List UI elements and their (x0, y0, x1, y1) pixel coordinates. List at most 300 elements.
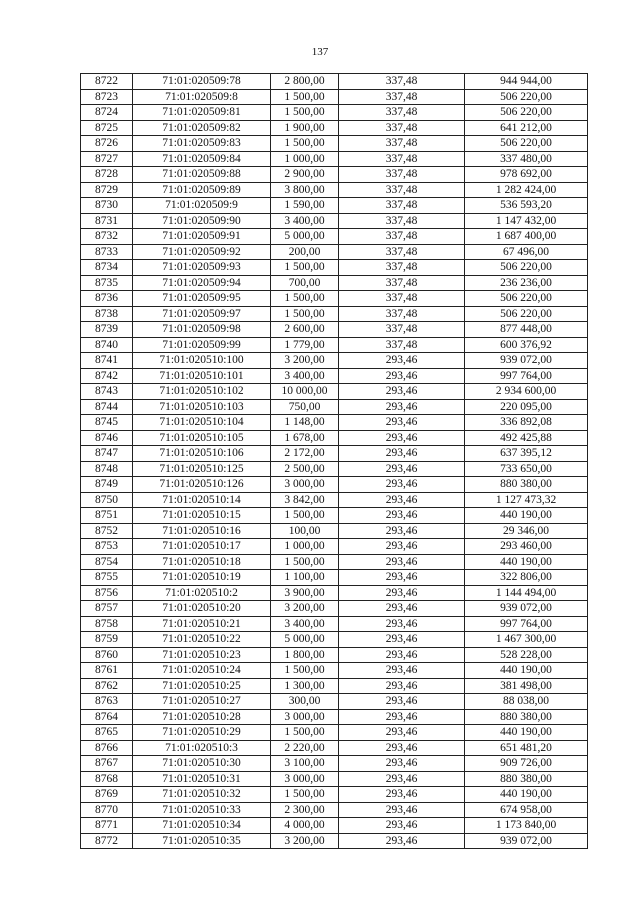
area-cell: 3 842,00 (271, 492, 339, 508)
specific-value-cell: 293,46 (339, 415, 465, 431)
area-cell: 1 500,00 (271, 554, 339, 570)
area-cell: 3 200,00 (271, 353, 339, 369)
cadastral-number-cell: 71:01:020509:97 (133, 306, 271, 322)
cadastral-value-cell: 1 173 840,00 (465, 818, 588, 834)
cadastral-value-cell: 506 220,00 (465, 260, 588, 276)
row-number-cell: 8730 (81, 198, 133, 214)
specific-value-cell: 337,48 (339, 260, 465, 276)
row-number-cell: 8747 (81, 446, 133, 462)
row-number-cell: 8735 (81, 275, 133, 291)
cadastral-value-cell: 997 764,00 (465, 616, 588, 632)
specific-value-cell: 293,46 (339, 461, 465, 477)
area-cell: 3 200,00 (271, 833, 339, 849)
area-cell: 700,00 (271, 275, 339, 291)
table-row (81, 167, 588, 183)
table-row (81, 430, 588, 446)
row-number-cell: 8756 (81, 585, 133, 601)
cadastral-value-cell: 440 190,00 (465, 554, 588, 570)
specific-value-cell: 337,48 (339, 198, 465, 214)
row-number-cell: 8762 (81, 678, 133, 694)
row-number-cell: 8764 (81, 709, 133, 725)
specific-value-cell: 293,46 (339, 508, 465, 524)
table-row (81, 213, 588, 229)
area-cell: 5 000,00 (271, 632, 339, 648)
table-row (81, 384, 588, 400)
cadastral-value-cell: 322 806,00 (465, 570, 588, 586)
area-cell: 3 000,00 (271, 477, 339, 493)
table-body (81, 74, 588, 849)
row-number-cell: 8738 (81, 306, 133, 322)
cadastral-value-cell: 492 425,88 (465, 430, 588, 446)
area-cell: 1 678,00 (271, 430, 339, 446)
cadastral-value-cell: 944 944,00 (465, 74, 588, 90)
cadastral-value-cell: 506 220,00 (465, 136, 588, 152)
area-cell: 3 400,00 (271, 368, 339, 384)
row-number-cell: 8726 (81, 136, 133, 152)
table-row (81, 415, 588, 431)
area-cell: 2 500,00 (271, 461, 339, 477)
specific-value-cell: 337,48 (339, 136, 465, 152)
specific-value-cell: 293,46 (339, 833, 465, 849)
row-number-cell: 8753 (81, 539, 133, 555)
cadastral-value-cell: 939 072,00 (465, 601, 588, 617)
cadastral-number-cell: 71:01:020510:22 (133, 632, 271, 648)
cadastral-number-cell: 71:01:020510:21 (133, 616, 271, 632)
cadastral-value-cell: 978 692,00 (465, 167, 588, 183)
cadastral-number-cell: 71:01:020510:30 (133, 756, 271, 772)
cadastral-value-cell: 440 190,00 (465, 508, 588, 524)
row-number-cell: 8749 (81, 477, 133, 493)
area-cell: 3 000,00 (271, 771, 339, 787)
table-row (81, 337, 588, 353)
cadastral-value-cell: 1 127 473,32 (465, 492, 588, 508)
table-row (81, 833, 588, 849)
cadastral-value-cell: 440 190,00 (465, 663, 588, 679)
cadastral-number-cell: 71:01:020509:91 (133, 229, 271, 245)
cadastral-value-cell: 733 650,00 (465, 461, 588, 477)
specific-value-cell: 293,46 (339, 523, 465, 539)
row-number-cell: 8770 (81, 802, 133, 818)
specific-value-cell: 337,48 (339, 151, 465, 167)
cadastral-value-cell: 506 220,00 (465, 291, 588, 307)
row-number-cell: 8728 (81, 167, 133, 183)
area-cell: 750,00 (271, 399, 339, 415)
table-row (81, 678, 588, 694)
row-number-cell: 8736 (81, 291, 133, 307)
cadastral-number-cell: 71:01:020509:84 (133, 151, 271, 167)
specific-value-cell: 337,48 (339, 275, 465, 291)
area-cell: 1 148,00 (271, 415, 339, 431)
cadastral-number-cell: 71:01:020510:15 (133, 508, 271, 524)
specific-value-cell: 293,46 (339, 709, 465, 725)
cadastral-value-cell: 506 220,00 (465, 105, 588, 121)
cadastral-number-cell: 71:01:020509:89 (133, 182, 271, 198)
row-number-cell: 8750 (81, 492, 133, 508)
cadastral-value-cell: 506 220,00 (465, 89, 588, 105)
cadastral-number-cell: 71:01:020509:83 (133, 136, 271, 152)
area-cell: 200,00 (271, 244, 339, 260)
row-number-cell: 8744 (81, 399, 133, 415)
area-cell: 1 779,00 (271, 337, 339, 353)
area-cell: 3 400,00 (271, 213, 339, 229)
area-cell: 1 900,00 (271, 120, 339, 136)
specific-value-cell: 293,46 (339, 802, 465, 818)
cadastral-number-cell: 71:01:020510:3 (133, 740, 271, 756)
cadastral-value-cell: 939 072,00 (465, 833, 588, 849)
specific-value-cell: 293,46 (339, 771, 465, 787)
row-number-cell: 8771 (81, 818, 133, 834)
cadastral-number-cell: 71:01:020509:93 (133, 260, 271, 276)
cadastral-value-cell: 2 934 600,00 (465, 384, 588, 400)
table-row (81, 229, 588, 245)
area-cell: 300,00 (271, 694, 339, 710)
cadastral-number-cell: 71:01:020510:101 (133, 368, 271, 384)
cadastral-number-cell: 71:01:020510:29 (133, 725, 271, 741)
table-row (81, 554, 588, 570)
table-row (81, 260, 588, 276)
cadastral-value-cell: 641 212,00 (465, 120, 588, 136)
specific-value-cell: 337,48 (339, 89, 465, 105)
specific-value-cell: 293,46 (339, 554, 465, 570)
table-row (81, 539, 588, 555)
cadastral-number-cell: 71:01:020509:99 (133, 337, 271, 353)
cadastral-value-cell: 29 346,00 (465, 523, 588, 539)
table-row (81, 198, 588, 214)
specific-value-cell: 293,46 (339, 725, 465, 741)
area-cell: 3 200,00 (271, 601, 339, 617)
table-row (81, 306, 588, 322)
cadastral-value-cell: 236 236,00 (465, 275, 588, 291)
cadastral-number-cell: 71:01:020509:92 (133, 244, 271, 260)
specific-value-cell: 293,46 (339, 694, 465, 710)
cadastral-number-cell: 71:01:020509:9 (133, 198, 271, 214)
cadastral-value-cell: 536 593,20 (465, 198, 588, 214)
table-row (81, 244, 588, 260)
row-number-cell: 8757 (81, 601, 133, 617)
row-number-cell: 8766 (81, 740, 133, 756)
specific-value-cell: 293,46 (339, 430, 465, 446)
cadastral-value-cell: 381 498,00 (465, 678, 588, 694)
row-number-cell: 8734 (81, 260, 133, 276)
row-number-cell: 8725 (81, 120, 133, 136)
table-row (81, 740, 588, 756)
row-number-cell: 8724 (81, 105, 133, 121)
area-cell: 3 900,00 (271, 585, 339, 601)
cadastral-number-cell: 71:01:020509:78 (133, 74, 271, 90)
area-cell: 3 800,00 (271, 182, 339, 198)
area-cell: 1 300,00 (271, 678, 339, 694)
row-number-cell: 8761 (81, 663, 133, 679)
specific-value-cell: 293,46 (339, 399, 465, 415)
cadastral-number-cell: 71:01:020509:82 (133, 120, 271, 136)
table-row (81, 771, 588, 787)
area-cell: 100,00 (271, 523, 339, 539)
cadastral-value-cell: 877 448,00 (465, 322, 588, 338)
specific-value-cell: 293,46 (339, 787, 465, 803)
specific-value-cell: 293,46 (339, 678, 465, 694)
specific-value-cell: 293,46 (339, 647, 465, 663)
table-row (81, 89, 588, 105)
table-row (81, 322, 588, 338)
cadastral-value-cell: 293 460,00 (465, 539, 588, 555)
area-cell: 1 000,00 (271, 539, 339, 555)
cadastral-number-cell: 71:01:020510:102 (133, 384, 271, 400)
cadastral-value-cell: 220 095,00 (465, 399, 588, 415)
table-row (81, 461, 588, 477)
row-number-cell: 8772 (81, 833, 133, 849)
table-row (81, 694, 588, 710)
cadastral-value-table (80, 73, 588, 849)
specific-value-cell: 293,46 (339, 756, 465, 772)
area-cell: 1 500,00 (271, 89, 339, 105)
cadastral-number-cell: 71:01:020510:14 (133, 492, 271, 508)
specific-value-cell: 293,46 (339, 384, 465, 400)
specific-value-cell: 337,48 (339, 182, 465, 198)
area-cell: 1 500,00 (271, 725, 339, 741)
area-cell: 2 800,00 (271, 74, 339, 90)
area-cell: 10 000,00 (271, 384, 339, 400)
table-row (81, 120, 588, 136)
cadastral-value-cell: 506 220,00 (465, 306, 588, 322)
row-number-cell: 8752 (81, 523, 133, 539)
cadastral-number-cell: 71:01:020510:33 (133, 802, 271, 818)
cadastral-number-cell: 71:01:020510:28 (133, 709, 271, 725)
cadastral-value-cell: 997 764,00 (465, 368, 588, 384)
cadastral-value-cell: 1 467 300,00 (465, 632, 588, 648)
cadastral-value-cell: 674 958,00 (465, 802, 588, 818)
cadastral-number-cell: 71:01:020509:8 (133, 89, 271, 105)
specific-value-cell: 337,48 (339, 167, 465, 183)
cadastral-value-cell: 880 380,00 (465, 477, 588, 493)
specific-value-cell: 293,46 (339, 477, 465, 493)
specific-value-cell: 337,48 (339, 213, 465, 229)
cadastral-value-cell: 600 376,92 (465, 337, 588, 353)
specific-value-cell: 293,46 (339, 585, 465, 601)
cadastral-number-cell: 71:01:020510:20 (133, 601, 271, 617)
specific-value-cell: 337,48 (339, 291, 465, 307)
row-number-cell: 8729 (81, 182, 133, 198)
cadastral-value-cell: 1 687 400,00 (465, 229, 588, 245)
cadastral-number-cell: 71:01:020510:18 (133, 554, 271, 570)
area-cell: 1 500,00 (271, 260, 339, 276)
specific-value-cell: 293,46 (339, 570, 465, 586)
row-number-cell: 8741 (81, 353, 133, 369)
area-cell: 3 000,00 (271, 709, 339, 725)
cadastral-number-cell: 71:01:020510:34 (133, 818, 271, 834)
table-row (81, 647, 588, 663)
cadastral-value-cell: 440 190,00 (465, 787, 588, 803)
specific-value-cell: 293,46 (339, 601, 465, 617)
row-number-cell: 8746 (81, 430, 133, 446)
row-number-cell: 8754 (81, 554, 133, 570)
specific-value-cell: 293,46 (339, 632, 465, 648)
row-number-cell: 8768 (81, 771, 133, 787)
row-number-cell: 8758 (81, 616, 133, 632)
area-cell: 3 100,00 (271, 756, 339, 772)
table-row (81, 368, 588, 384)
area-cell: 2 300,00 (271, 802, 339, 818)
cadastral-value-cell: 336 892,08 (465, 415, 588, 431)
table-row (81, 74, 588, 90)
cadastral-number-cell: 71:01:020510:24 (133, 663, 271, 679)
area-cell: 3 400,00 (271, 616, 339, 632)
specific-value-cell: 293,46 (339, 353, 465, 369)
cadastral-number-cell: 71:01:020510:100 (133, 353, 271, 369)
cadastral-number-cell: 71:01:020510:32 (133, 787, 271, 803)
cadastral-value-cell: 880 380,00 (465, 709, 588, 725)
row-number-cell: 8731 (81, 213, 133, 229)
table-row (81, 477, 588, 493)
row-number-cell: 8740 (81, 337, 133, 353)
area-cell: 1 500,00 (271, 291, 339, 307)
area-cell: 1 500,00 (271, 105, 339, 121)
specific-value-cell: 293,46 (339, 539, 465, 555)
cadastral-value-cell: 909 726,00 (465, 756, 588, 772)
cadastral-value-cell: 1 282 424,00 (465, 182, 588, 198)
specific-value-cell: 337,48 (339, 337, 465, 353)
specific-value-cell: 337,48 (339, 322, 465, 338)
specific-value-cell: 337,48 (339, 74, 465, 90)
area-cell: 2 600,00 (271, 322, 339, 338)
cadastral-number-cell: 71:01:020510:104 (133, 415, 271, 431)
table-row (81, 291, 588, 307)
row-number-cell: 8763 (81, 694, 133, 710)
cadastral-value-cell: 939 072,00 (465, 353, 588, 369)
table-row (81, 709, 588, 725)
cadastral-number-cell: 71:01:020509:90 (133, 213, 271, 229)
table-row (81, 585, 588, 601)
row-number-cell: 8755 (81, 570, 133, 586)
row-number-cell: 8723 (81, 89, 133, 105)
area-cell: 1 500,00 (271, 136, 339, 152)
row-number-cell: 8732 (81, 229, 133, 245)
specific-value-cell: 337,48 (339, 105, 465, 121)
row-number-cell: 8745 (81, 415, 133, 431)
specific-value-cell: 337,48 (339, 229, 465, 245)
cadastral-number-cell: 71:01:020509:98 (133, 322, 271, 338)
table-row (81, 523, 588, 539)
table-row (81, 632, 588, 648)
cadastral-number-cell: 71:01:020510:106 (133, 446, 271, 462)
specific-value-cell: 293,46 (339, 492, 465, 508)
table-row (81, 492, 588, 508)
table-row (81, 446, 588, 462)
table-row (81, 663, 588, 679)
specific-value-cell: 337,48 (339, 306, 465, 322)
area-cell: 2 220,00 (271, 740, 339, 756)
row-number-cell: 8748 (81, 461, 133, 477)
row-number-cell: 8759 (81, 632, 133, 648)
area-cell: 1 000,00 (271, 151, 339, 167)
specific-value-cell: 293,46 (339, 446, 465, 462)
cadastral-number-cell: 71:01:020510:105 (133, 430, 271, 446)
row-number-cell: 8727 (81, 151, 133, 167)
area-cell: 1 500,00 (271, 306, 339, 322)
row-number-cell: 8743 (81, 384, 133, 400)
cadastral-number-cell: 71:01:020510:2 (133, 585, 271, 601)
specific-value-cell: 337,48 (339, 244, 465, 260)
table-row (81, 725, 588, 741)
area-cell: 1 500,00 (271, 508, 339, 524)
cadastral-value-cell: 337 480,00 (465, 151, 588, 167)
specific-value-cell: 293,46 (339, 818, 465, 834)
table-row (81, 275, 588, 291)
cadastral-number-cell: 71:01:020509:81 (133, 105, 271, 121)
cadastral-value-cell: 67 496,00 (465, 244, 588, 260)
table-row (81, 151, 588, 167)
cadastral-number-cell: 71:01:020510:23 (133, 647, 271, 663)
specific-value-cell: 337,48 (339, 120, 465, 136)
cadastral-number-cell: 71:01:020510:125 (133, 461, 271, 477)
table-row (81, 399, 588, 415)
row-number-cell: 8722 (81, 74, 133, 90)
table-row (81, 508, 588, 524)
table-row (81, 787, 588, 803)
cadastral-number-cell: 71:01:020510:35 (133, 833, 271, 849)
cadastral-value-cell: 880 380,00 (465, 771, 588, 787)
cadastral-number-cell: 71:01:020510:31 (133, 771, 271, 787)
area-cell: 2 900,00 (271, 167, 339, 183)
table-row (81, 182, 588, 198)
row-number-cell: 8733 (81, 244, 133, 260)
row-number-cell: 8769 (81, 787, 133, 803)
specific-value-cell: 293,46 (339, 368, 465, 384)
table-row (81, 756, 588, 772)
cadastral-number-cell: 71:01:020509:88 (133, 167, 271, 183)
cadastral-value-cell: 528 228,00 (465, 647, 588, 663)
table-row (81, 601, 588, 617)
row-number-cell: 8760 (81, 647, 133, 663)
cadastral-number-cell: 71:01:020510:103 (133, 399, 271, 415)
table-row (81, 616, 588, 632)
cadastral-value-cell: 637 395,12 (465, 446, 588, 462)
cadastral-number-cell: 71:01:020510:27 (133, 694, 271, 710)
row-number-cell: 8739 (81, 322, 133, 338)
specific-value-cell: 293,46 (339, 663, 465, 679)
row-number-cell: 8751 (81, 508, 133, 524)
cadastral-number-cell: 71:01:020510:126 (133, 477, 271, 493)
row-number-cell: 8765 (81, 725, 133, 741)
cadastral-number-cell: 71:01:020510:19 (133, 570, 271, 586)
page-number: 137 (311, 46, 329, 58)
cadastral-number-cell: 71:01:020510:16 (133, 523, 271, 539)
specific-value-cell: 293,46 (339, 616, 465, 632)
cadastral-number-cell: 71:01:020510:17 (133, 539, 271, 555)
cadastral-number-cell: 71:01:020509:95 (133, 291, 271, 307)
row-number-cell: 8767 (81, 756, 133, 772)
area-cell: 1 100,00 (271, 570, 339, 586)
cadastral-value-cell: 1 144 494,00 (465, 585, 588, 601)
table-row (81, 105, 588, 121)
table-row (81, 802, 588, 818)
table-row (81, 353, 588, 369)
cadastral-value-cell: 440 190,00 (465, 725, 588, 741)
cadastral-number-cell: 71:01:020510:25 (133, 678, 271, 694)
cadastral-value-cell: 88 038,00 (465, 694, 588, 710)
area-cell: 1 500,00 (271, 663, 339, 679)
table-row (81, 136, 588, 152)
specific-value-cell: 293,46 (339, 740, 465, 756)
area-cell: 2 172,00 (271, 446, 339, 462)
cadastral-value-cell: 1 147 432,00 (465, 213, 588, 229)
area-cell: 5 000,00 (271, 229, 339, 245)
table-row (81, 570, 588, 586)
area-cell: 1 590,00 (271, 198, 339, 214)
area-cell: 4 000,00 (271, 818, 339, 834)
cadastral-number-cell: 71:01:020509:94 (133, 275, 271, 291)
row-number-cell: 8742 (81, 368, 133, 384)
table-row (81, 818, 588, 834)
